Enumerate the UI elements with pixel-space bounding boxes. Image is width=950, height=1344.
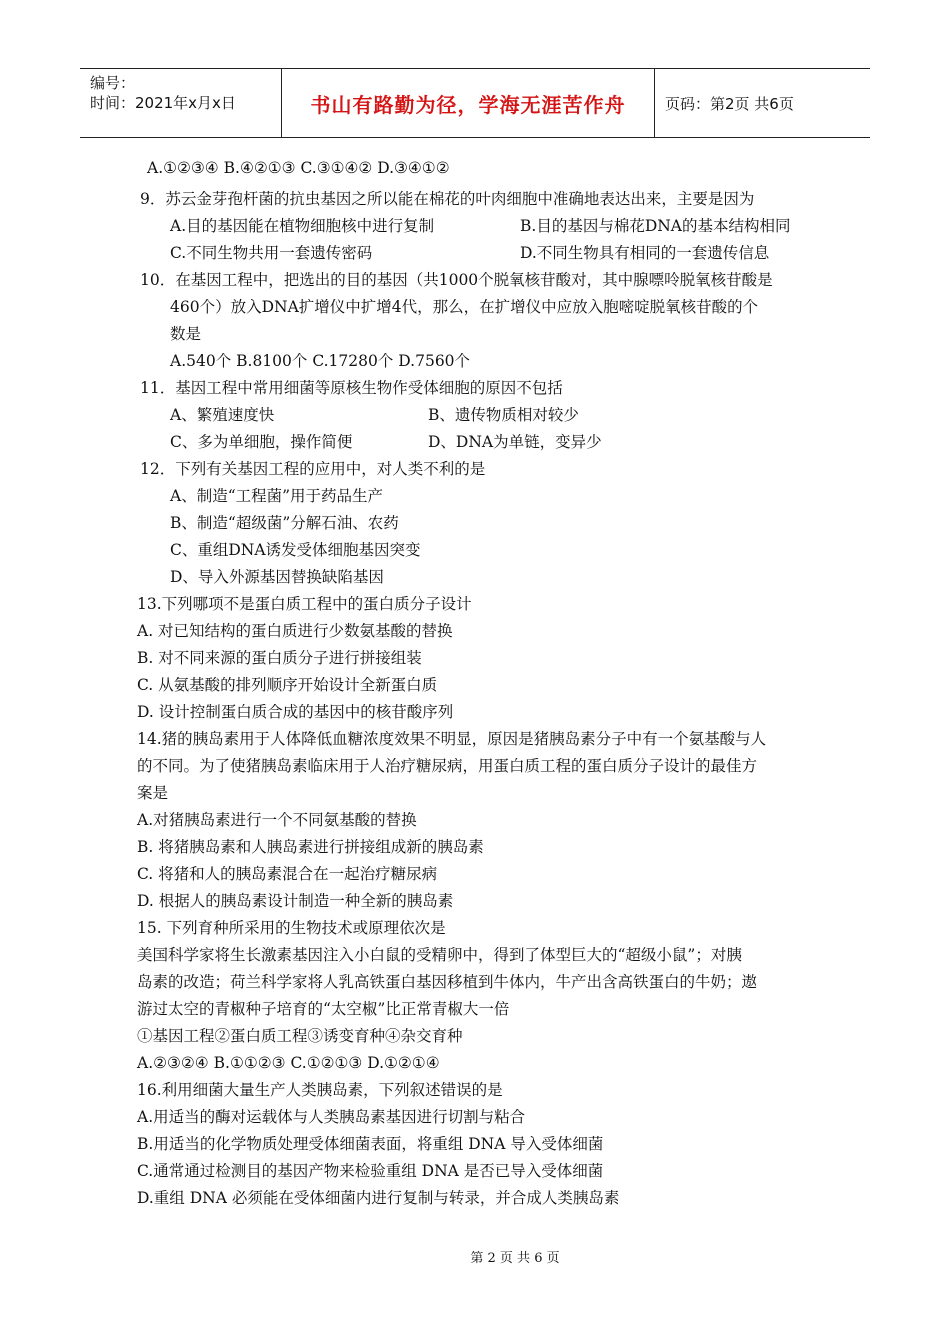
q10-stem-line3: 数是 [170, 325, 202, 343]
q16-stem: 16.利用细菌大量生产人类胰岛素，下列叙述错误的是 [137, 1081, 503, 1099]
q11-option-d: D、DNA为单链，变异少 [428, 433, 602, 451]
q10-options: A.540个 B.8100个 C.17280个 D.7560个 [170, 352, 471, 370]
q14-option-b: B. 将猪胰岛素和人胰岛素进行拼接组成新的胰岛素 [137, 838, 484, 856]
q14-stem-line1: 14.猪的胰岛素用于人体降低血糖浓度效果不明显，原因是猪胰岛素分子中有一个氨基酸与人 [137, 730, 767, 748]
q15-stem: 15. 下列育种所采用的生物技术或原理依次是 [137, 919, 446, 937]
q16-option-c: C.通常通过检测目的基因产物来检验重组 DNA 是否已导入受体细菌 [137, 1162, 604, 1180]
page-header [80, 68, 870, 138]
q16-option-d: D.重组 DNA 必须能在受体细菌内进行复制与转录，并合成人类胰岛素 [137, 1189, 620, 1207]
q14-option-a: A.对猪胰岛素进行一个不同氨基酸的替换 [137, 811, 417, 829]
q11-option-b: B、遗传物质相对较少 [428, 406, 579, 424]
q12-option-b: B、制造“超级菌”分解石油、农药 [170, 514, 399, 532]
header-meta [80, 69, 282, 137]
q13-option-b: B. 对不同来源的蛋白质分子进行拼接组装 [137, 649, 422, 667]
q13-option-c: C. 从氨基酸的排列顺序开始设计全新蛋白质 [137, 676, 438, 694]
q12-option-c: C、重组DNA诱发受体细胞基因突变 [170, 541, 421, 559]
q10-stem-line1: 10．在基因工程中，把选出的目的基因（共1000个脱氧核苷酸对，其中腺嘌呤脱氧核苷酸是 [140, 271, 773, 289]
q9-option-a: A.目的基因能在植物细胞核中进行复制 [170, 217, 435, 235]
q11-option-c: C、多为单细胞，操作简便 [170, 433, 353, 451]
q9-stem: 9．苏云金芽孢杆菌的抗虫基因之所以能在棉花的叶肉细胞中准确地表达出来，主要是因为 [140, 190, 755, 208]
time-label: 时间：2021年x月x日 [90, 94, 236, 112]
q16-option-a: A.用适当的酶对运载体与人类胰岛素基因进行切割与粘合 [137, 1108, 526, 1126]
q11-stem: 11．基因工程中常用细菌等原核生物作受体细胞的原因不包括 [140, 379, 563, 397]
q14-stem-line2: 的不同。为了使猪胰岛素临床用于人治疗糖尿病，用蛋白质工程的蛋白质分子设计的最佳方 [137, 757, 758, 775]
q14-stem-line3: 案是 [137, 784, 169, 802]
q15-passage-line1: 美国科学家将生长激素基因注入小白鼠的受精卵中，得到了体型巨大的“超级小鼠”；对胰 [137, 946, 742, 964]
header-motto: 书山有路勤为径，学海无涯苦作舟 [282, 69, 655, 137]
q15-key: ①基因工程②蛋白质工程③诱变育种④杂交育种 [137, 1027, 463, 1045]
q16-option-b: B.用适当的化学物质处理受体细菌表面，将重组 DNA 导入受体细菌 [137, 1135, 604, 1153]
q15-options: A.②③②④ B.①①②③ C.①②①③ D.①②①④ [137, 1054, 440, 1072]
q14-option-c: C. 将猪和人的胰岛素混合在一起治疗糖尿病 [137, 865, 438, 883]
header-page-number: 页码：第2页 共6页 [665, 94, 794, 113]
page-footer: 第 2 页 共 6 页 [470, 1251, 560, 1266]
q12-option-d: D、导入外源基因替换缺陷基因 [170, 568, 384, 586]
q14-option-d: D. 根据人的胰岛素设计制造一种全新的胰岛素 [137, 892, 454, 910]
q12-stem: 12．下列有关基因工程的应用中，对人类不利的是 [140, 460, 486, 478]
q13-stem: 13.下列哪项不是蛋白质工程中的蛋白质分子设计 [137, 595, 472, 613]
q13-option-d: D. 设计控制蛋白质合成的基因中的核苷酸序列 [137, 703, 454, 721]
q15-passage-line3: 游过太空的青椒种子培育的“太空椒”比正常青椒大一倍 [137, 1000, 510, 1018]
q13-option-a: A. 对已知结构的蛋白质进行少数氨基酸的替换 [137, 622, 453, 640]
q10-stem-line2: 460个）放入DNA扩增仪中扩增4代，那么，在扩增仪中应放入胞嘧啶脱氧核苷酸的个 [170, 298, 759, 316]
q9-option-c: C.不同生物共用一套遗传密码 [170, 244, 373, 262]
number-label: 编号： [90, 74, 136, 92]
q8-options: A.①②③④ B.④②①③ C.③①④② D.③④①② [147, 159, 450, 177]
q11-option-a: A、繁殖速度快 [170, 406, 275, 424]
q12-option-a: A、制造“工程菌”用于药品生产 [170, 487, 384, 505]
q9-option-b: B.目的基因与棉花DNA的基本结构相同 [520, 217, 791, 235]
q9-option-d: D.不同生物具有相同的一套遗传信息 [520, 244, 770, 262]
q15-passage-line2: 岛素的改造；荷兰科学家将人乳高铁蛋白基因移植到牛体内，牛产出含高铁蛋白的牛奶；遨 [137, 973, 758, 991]
